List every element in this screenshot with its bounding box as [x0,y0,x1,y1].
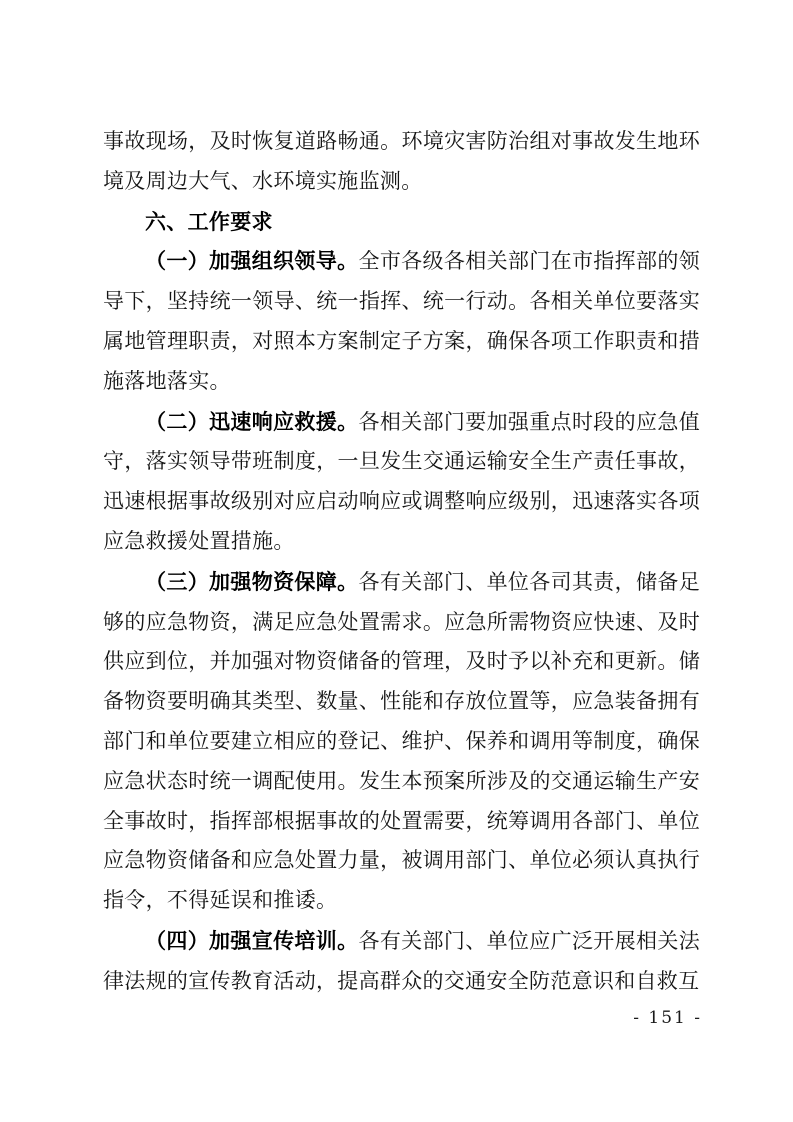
paragraph [103,241,700,401]
paragraph-lead: 六、工作要求 [145,208,273,234]
paragraph [103,921,700,1002]
paragraph [103,402,700,562]
paragraph [103,122,700,202]
page-number: - 151 - [633,1008,702,1028]
paragraph-text: 各相关部门要加强重点时段的应急值守，落实领导带班制度，一旦发生交通运输安全生产责任事故，迅速根据事故级别对应启动响应或调整响应级别，迅速落实各项应急救援处置措施。 [103,409,700,553]
paragraph-text: 事故现场，及时恢复道路畅通。环境灾害防治组对事故发生地环境及周边大气、水环境实施监测。 [103,129,700,193]
paragraph-lead: （一）加强组织领导。 [145,248,359,274]
document-body [103,122,700,1002]
paragraph [103,562,700,921]
paragraph-text: 各有关部门、单位各司其责，储备足够的应急物资，满足应急处置需求。应急所需物资应快速、及时供应到位，并加强对物资储备的管理，及时予以补充和更新。储备物资要明确其类型、数量、性能和存放位置等，应急装备拥有部门和单位要建立相应的登记、维护、保养和调用等制度，确保应急状态时统一调配使用。发生本预案所涉及的交通运输生产安全事故时，指挥部根据事故的处置需要，统筹调用各部门、单位应急物资储备和应急处置力量，被调用部门、单位必须认真执行指令，不得延误和推诿。 [103,569,700,913]
paragraph-lead: （四）加强宣传培训。 [145,927,359,953]
paragraph-lead: （三）加强物资保障。 [145,568,359,594]
paragraph-text: 全市各级各相关部门在市指挥部的领导下，坚持统一领导、统一指挥、统一行动。各相关单位要落实属地管理职责，对照本方案制定子方案，确保各项工作职责和措施落地落实。 [103,249,700,393]
paragraph-text: 各有关部门、单位应广泛开展相关法律法规的宣传教育活动，提高群众的交通安全防范意识和自救互 [103,928,700,993]
paragraph-lead: （二）迅速响应救援。 [145,408,359,434]
section-heading [103,202,700,242]
